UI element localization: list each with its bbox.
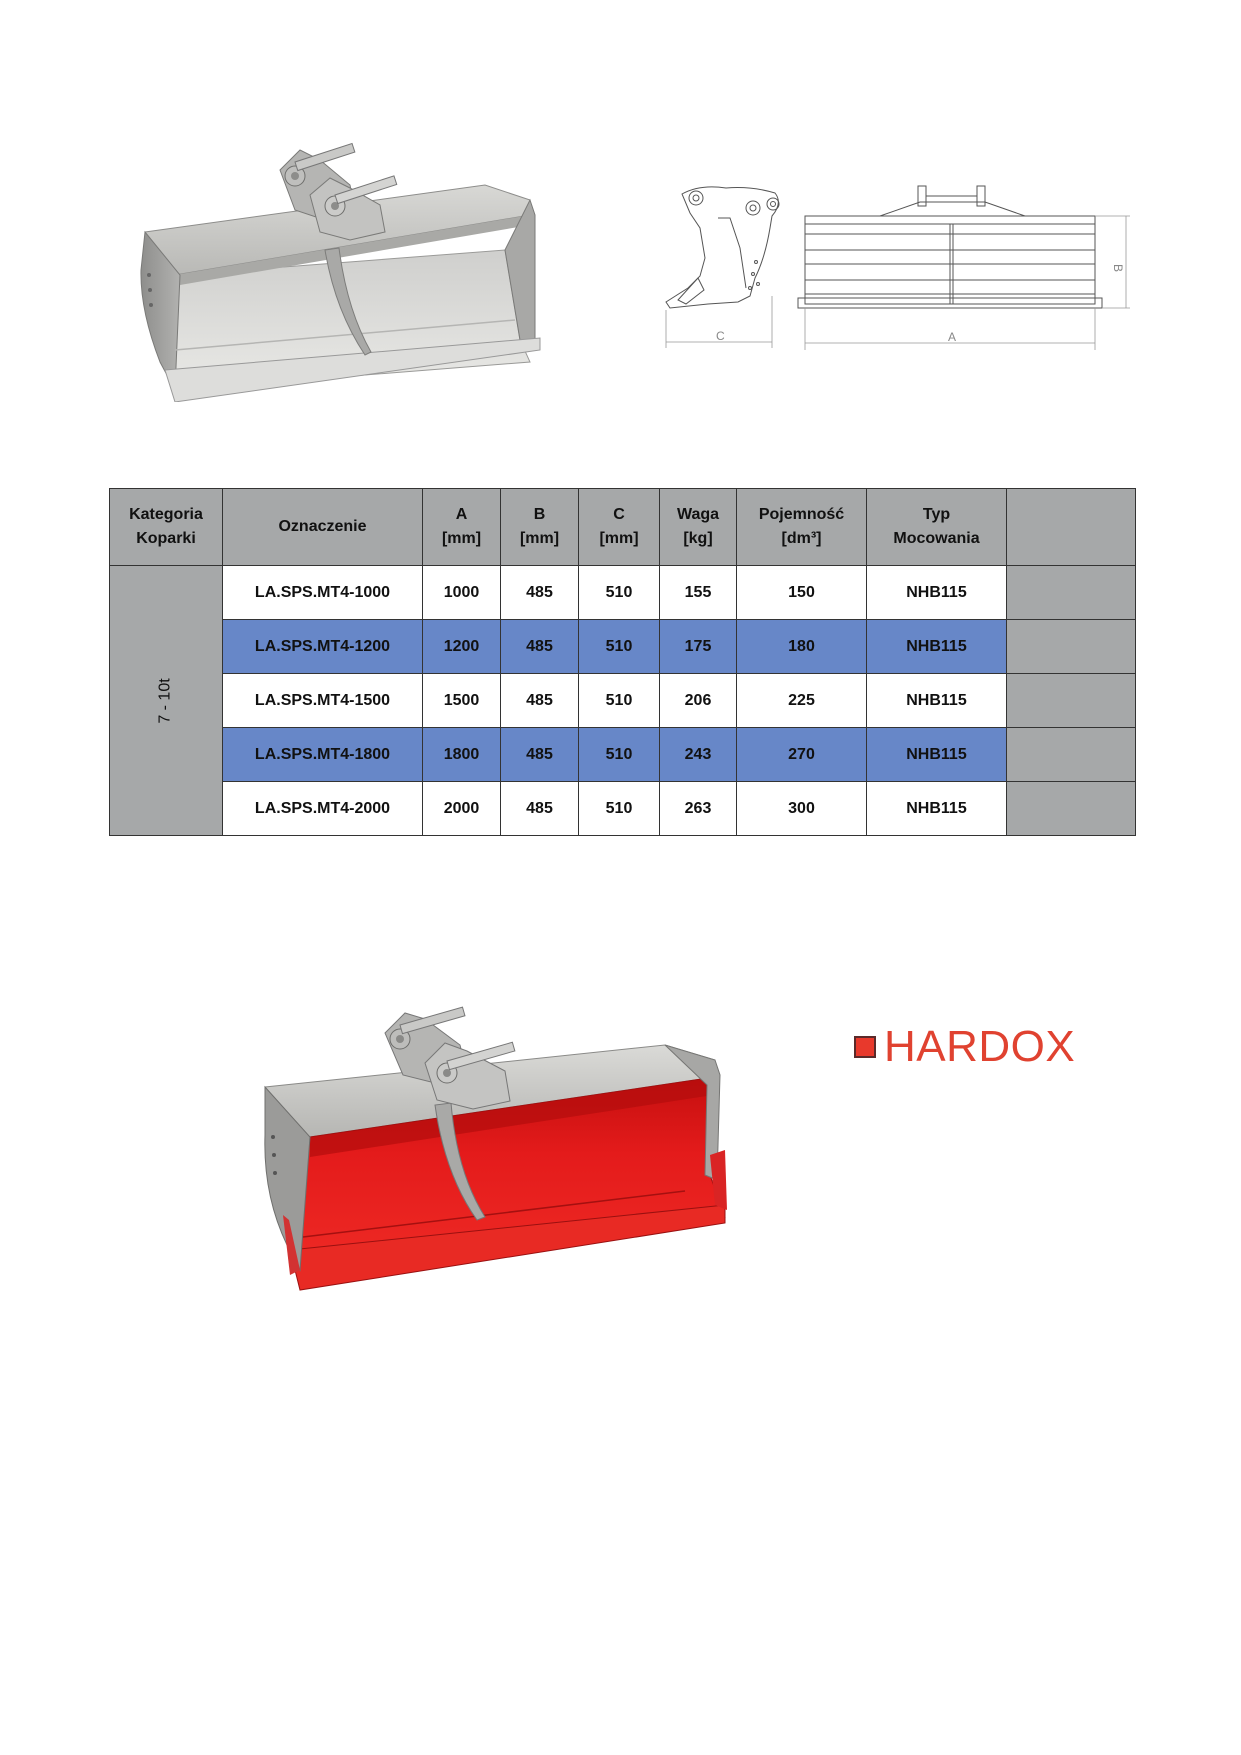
cell-extra bbox=[1007, 566, 1136, 620]
cell-b: 485 bbox=[501, 566, 579, 620]
cell-c: 510 bbox=[579, 620, 660, 674]
cell-code: LA.SPS.MT4-1200 bbox=[223, 620, 423, 674]
material-legend bbox=[854, 1022, 1075, 1072]
cell-code: LA.SPS.MT4-1000 bbox=[223, 566, 423, 620]
header-pojemnosc: Pojemność [dm³] bbox=[737, 489, 867, 566]
dimension-a-label: A bbox=[948, 330, 957, 344]
cell-extra bbox=[1007, 620, 1136, 674]
table-header-row bbox=[110, 489, 1136, 566]
cell-pojemnosc: 270 bbox=[737, 728, 867, 782]
cell-extra bbox=[1007, 728, 1136, 782]
cell-a: 1000 bbox=[423, 566, 501, 620]
cell-waga: 243 bbox=[660, 728, 737, 782]
dimension-c-label: C bbox=[716, 329, 725, 343]
cell-extra bbox=[1007, 782, 1136, 836]
header-oznaczenie: Oznaczenie bbox=[223, 489, 423, 566]
bucket-render-hardox bbox=[255, 1005, 735, 1295]
dimension-b-label: B bbox=[1111, 264, 1125, 273]
cell-pojemnosc: 300 bbox=[737, 782, 867, 836]
cell-c: 510 bbox=[579, 728, 660, 782]
table-row bbox=[110, 728, 1136, 782]
cell-code: LA.SPS.MT4-1800 bbox=[223, 728, 423, 782]
cell-c: 510 bbox=[579, 566, 660, 620]
cell-a: 1200 bbox=[423, 620, 501, 674]
table-row bbox=[110, 566, 1136, 620]
cell-c: 510 bbox=[579, 782, 660, 836]
table-row bbox=[110, 674, 1136, 728]
header-c: C [mm] bbox=[579, 489, 660, 566]
table-row bbox=[110, 782, 1136, 836]
header-a: A [mm] bbox=[423, 489, 501, 566]
legend-label: HARDOX bbox=[884, 1022, 1076, 1071]
cell-waga: 175 bbox=[660, 620, 737, 674]
cell-waga: 263 bbox=[660, 782, 737, 836]
cell-c: 510 bbox=[579, 674, 660, 728]
cell-b: 485 bbox=[501, 674, 579, 728]
cell-pojemnosc: 180 bbox=[737, 620, 867, 674]
cell-a: 1800 bbox=[423, 728, 501, 782]
header-waga: Waga [kg] bbox=[660, 489, 737, 566]
cell-typ: NHB115 bbox=[867, 620, 1007, 674]
cell-b: 485 bbox=[501, 620, 579, 674]
cell-typ: NHB115 bbox=[867, 674, 1007, 728]
cell-extra bbox=[1007, 674, 1136, 728]
cell-typ: NHB115 bbox=[867, 566, 1007, 620]
technical-drawing bbox=[660, 178, 1135, 358]
header-b: B [mm] bbox=[501, 489, 579, 566]
cell-pojemnosc: 225 bbox=[737, 674, 867, 728]
bucket-render-gray bbox=[135, 140, 545, 402]
table-row bbox=[110, 620, 1136, 674]
cell-b: 485 bbox=[501, 782, 579, 836]
category-cell: 7 - 10t bbox=[110, 566, 223, 836]
cell-code: LA.SPS.MT4-2000 bbox=[223, 782, 423, 836]
cell-waga: 206 bbox=[660, 674, 737, 728]
spec-table bbox=[109, 488, 1136, 836]
cell-waga: 155 bbox=[660, 566, 737, 620]
header-empty bbox=[1007, 489, 1136, 566]
legend-swatch-icon bbox=[854, 1036, 876, 1058]
cell-a: 1500 bbox=[423, 674, 501, 728]
cell-a: 2000 bbox=[423, 782, 501, 836]
header-typ-mocowania: Typ Mocowania bbox=[867, 489, 1007, 566]
header-kategoria: Kategoria Koparki bbox=[110, 489, 223, 566]
cell-typ: NHB115 bbox=[867, 728, 1007, 782]
cell-code: LA.SPS.MT4-1500 bbox=[223, 674, 423, 728]
cell-typ: NHB115 bbox=[867, 782, 1007, 836]
cell-pojemnosc: 150 bbox=[737, 566, 867, 620]
cell-b: 485 bbox=[501, 728, 579, 782]
